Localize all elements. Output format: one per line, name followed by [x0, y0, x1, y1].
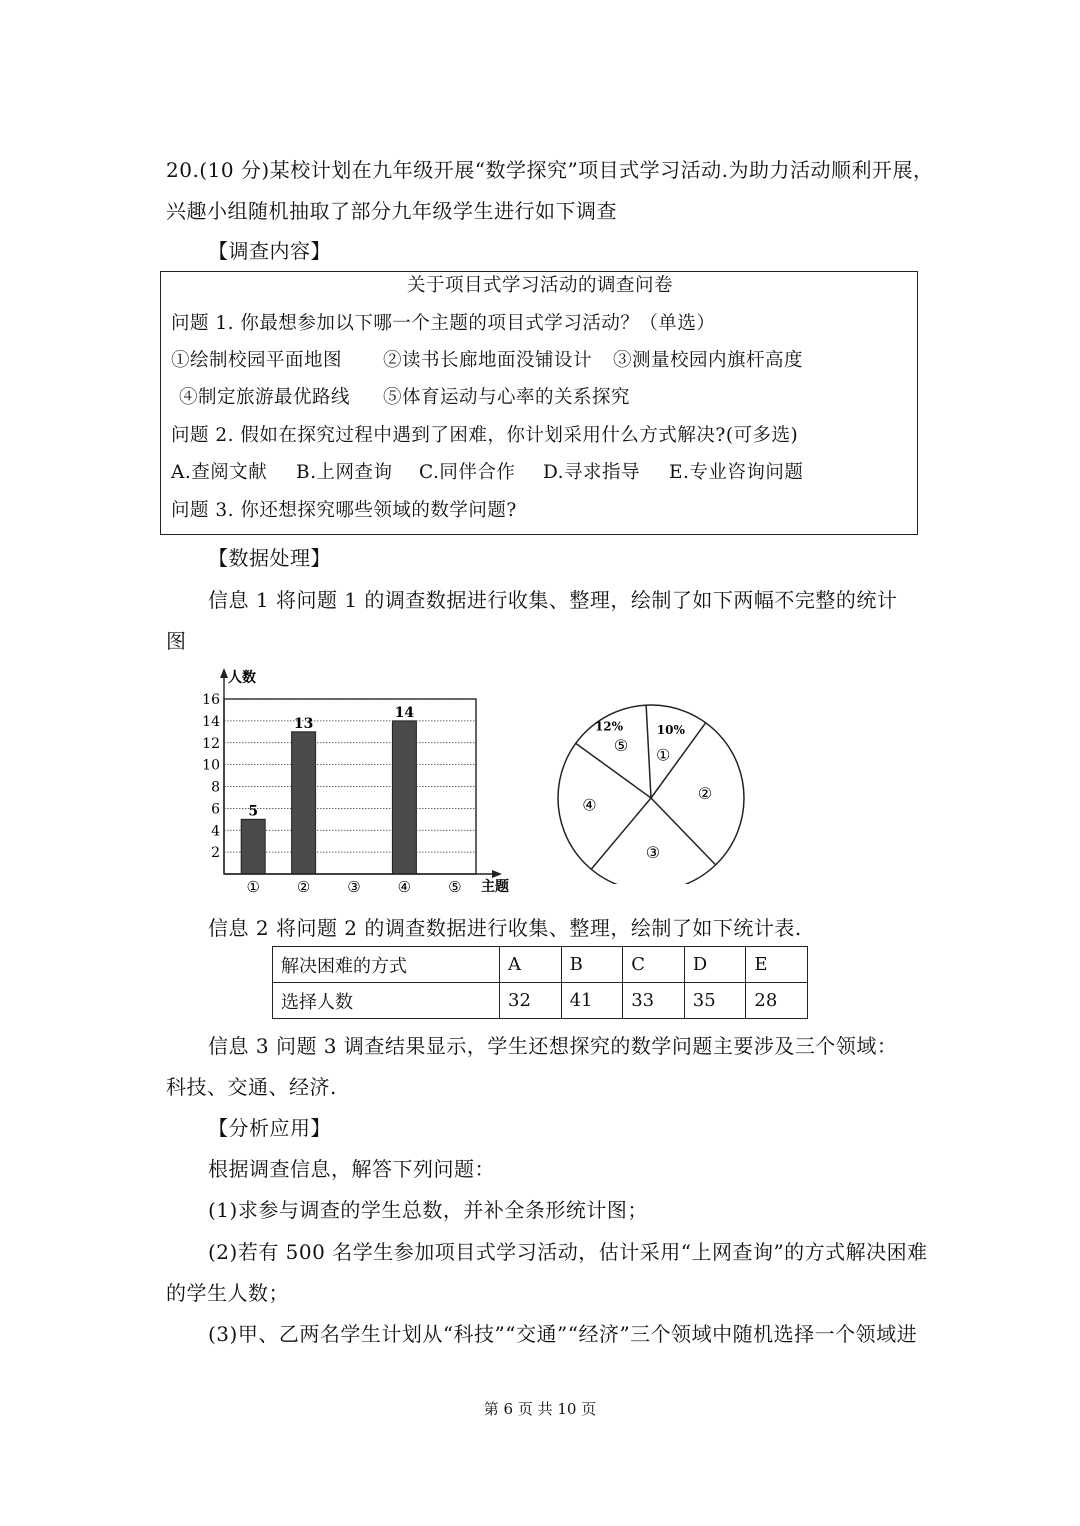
slice-label: ⑤ [613, 736, 629, 756]
table-column-a: A [500, 947, 562, 983]
info3-line-1: 信息 3 问题 3 调查结果显示，学生还想探究的数学问题主要涉及三个领域： [208, 1034, 898, 1058]
slice-label: ③ [645, 842, 661, 862]
analysis-intro: 根据调查信息，解答下列问题： [208, 1157, 495, 1181]
x-tick-label: ⑤ [448, 878, 462, 896]
x-tick-label: ③ [347, 878, 361, 896]
bar [241, 819, 265, 874]
bar [292, 732, 316, 874]
table-row-label: 选择人数 [273, 983, 500, 1019]
info3-line-2: 科技、交通、经济. [166, 1075, 337, 1099]
problem-line-1: 20.(10 分)某校计划在九年级开展“数学探究”项目式学习活动.为助力活动顺利开展， [166, 158, 934, 182]
table-value-d: 35 [684, 983, 746, 1019]
info2-text: 信息 2 将问题 2 的调查数据进行收集、整理，绘制了如下统计表. [208, 916, 802, 940]
survey-question-3: 问题 3. 你还想探究哪些领域的数学问题? [171, 500, 517, 521]
bar-value-label: 5 [248, 803, 259, 820]
section-analysis-heading: 【分析应用】 [208, 1116, 331, 1140]
analysis-question-2-line-2: 的学生人数； [166, 1281, 289, 1305]
slice-label: ② [697, 784, 713, 804]
y-tick-label: 2 [211, 845, 220, 862]
q1-option-3: ③测量校园内旗杆高度 [613, 350, 804, 371]
y-tick-label: 6 [211, 801, 220, 818]
survey-box [160, 271, 918, 535]
analysis-question-1: (1)求参与调查的学生总数，并补全条形统计图； [208, 1198, 648, 1222]
table-value-b: 41 [561, 983, 623, 1019]
page-footer: 第 6 页 共 10 页 [483, 1400, 597, 1418]
info1-line-2: 图 [166, 629, 187, 653]
table-value-a: 32 [500, 983, 562, 1019]
y-tick-label: 10 [202, 757, 220, 774]
table-column-c: C [623, 947, 685, 983]
info1-line-1: 信息 1 将问题 1 的调查数据进行收集、整理，绘制了如下两幅不完整的统计 [208, 588, 898, 612]
y-tick-label: 14 [202, 713, 220, 730]
bar-value-label: 14 [394, 704, 415, 721]
table-row [273, 983, 808, 1019]
analysis-question-3: (3)甲、乙两名学生计划从“科技”“交通”“经济”三个领域中随机选择一个领域进 [208, 1322, 918, 1346]
y-tick-label: 16 [202, 692, 220, 708]
pie-chart [552, 704, 752, 884]
x-tick-label: ④ [397, 878, 412, 896]
q2-option-b: B.上网查询 [296, 462, 393, 483]
table-header-label: 解决困难的方式 [273, 947, 500, 983]
analysis-question-2-line-1: (2)若有 500 名学生参加项目式学习活动，估计采用“上网查询”的方式解决困难 [208, 1240, 928, 1264]
x-axis-arrow [492, 870, 502, 878]
bar-chart [196, 664, 516, 899]
y-tick-label: 8 [211, 779, 220, 796]
slice-divider [591, 798, 651, 869]
slice-label: ④ [582, 795, 597, 815]
bar-value-label: 13 [293, 715, 314, 732]
section-survey-heading: 【调查内容】 [208, 239, 331, 263]
x-tick-label: ① [246, 878, 260, 896]
q2-option-c: C.同伴合作 [419, 462, 516, 483]
table-value-c: 33 [623, 983, 685, 1019]
q1-option-1: ①绘制校园平面地图 [171, 350, 343, 371]
q1-option-4: ④制定旅游最优路线 [179, 387, 351, 408]
survey-title: 关于项目式学习活动的调查问卷 [406, 275, 673, 296]
y-tick-label: 12 [202, 735, 220, 752]
y-tick-label: 4 [211, 823, 220, 840]
table-column-e: E [746, 947, 808, 983]
survey-question-1: 问题 1. 你最想参加以下哪一个主题的项目式学习活动？（单选） [171, 313, 716, 334]
y-axis-arrow [220, 668, 228, 678]
x-axis-title: 主题 [481, 879, 509, 895]
slice-percent-label: 10% [656, 722, 685, 737]
q2-option-e: E.专业咨询问题 [669, 462, 804, 483]
solution-methods-table [272, 946, 808, 1019]
y-axis-title: 人数 [228, 670, 256, 686]
table-column-d: D [684, 947, 746, 983]
bar [392, 721, 416, 874]
q1-option-2: ②读书长廊地面没铺设计 [383, 350, 593, 371]
slice-divider [646, 705, 651, 798]
q2-option-d: D.寻求指导 [543, 462, 641, 483]
slice-percent-label: 12% [594, 719, 624, 734]
q1-option-5: ⑤体育运动与心率的关系探究 [383, 387, 631, 408]
section-data-heading: 【数据处理】 [208, 546, 331, 570]
table-header-row [273, 947, 808, 983]
slice-label: ① [655, 745, 671, 765]
x-tick-label: ② [296, 878, 311, 896]
table-column-b: B [561, 947, 623, 983]
slice-divider [651, 798, 716, 865]
problem-line-2: 兴趣小组随机抽取了部分九年级学生进行如下调查 [166, 199, 617, 223]
q2-option-a: A.查阅文献 [171, 462, 268, 483]
survey-question-2: 问题 2. 假如在探究过程中遇到了困难，你计划采用什么方式解决?(可多选) [171, 425, 799, 446]
table-value-e: 28 [746, 983, 808, 1019]
